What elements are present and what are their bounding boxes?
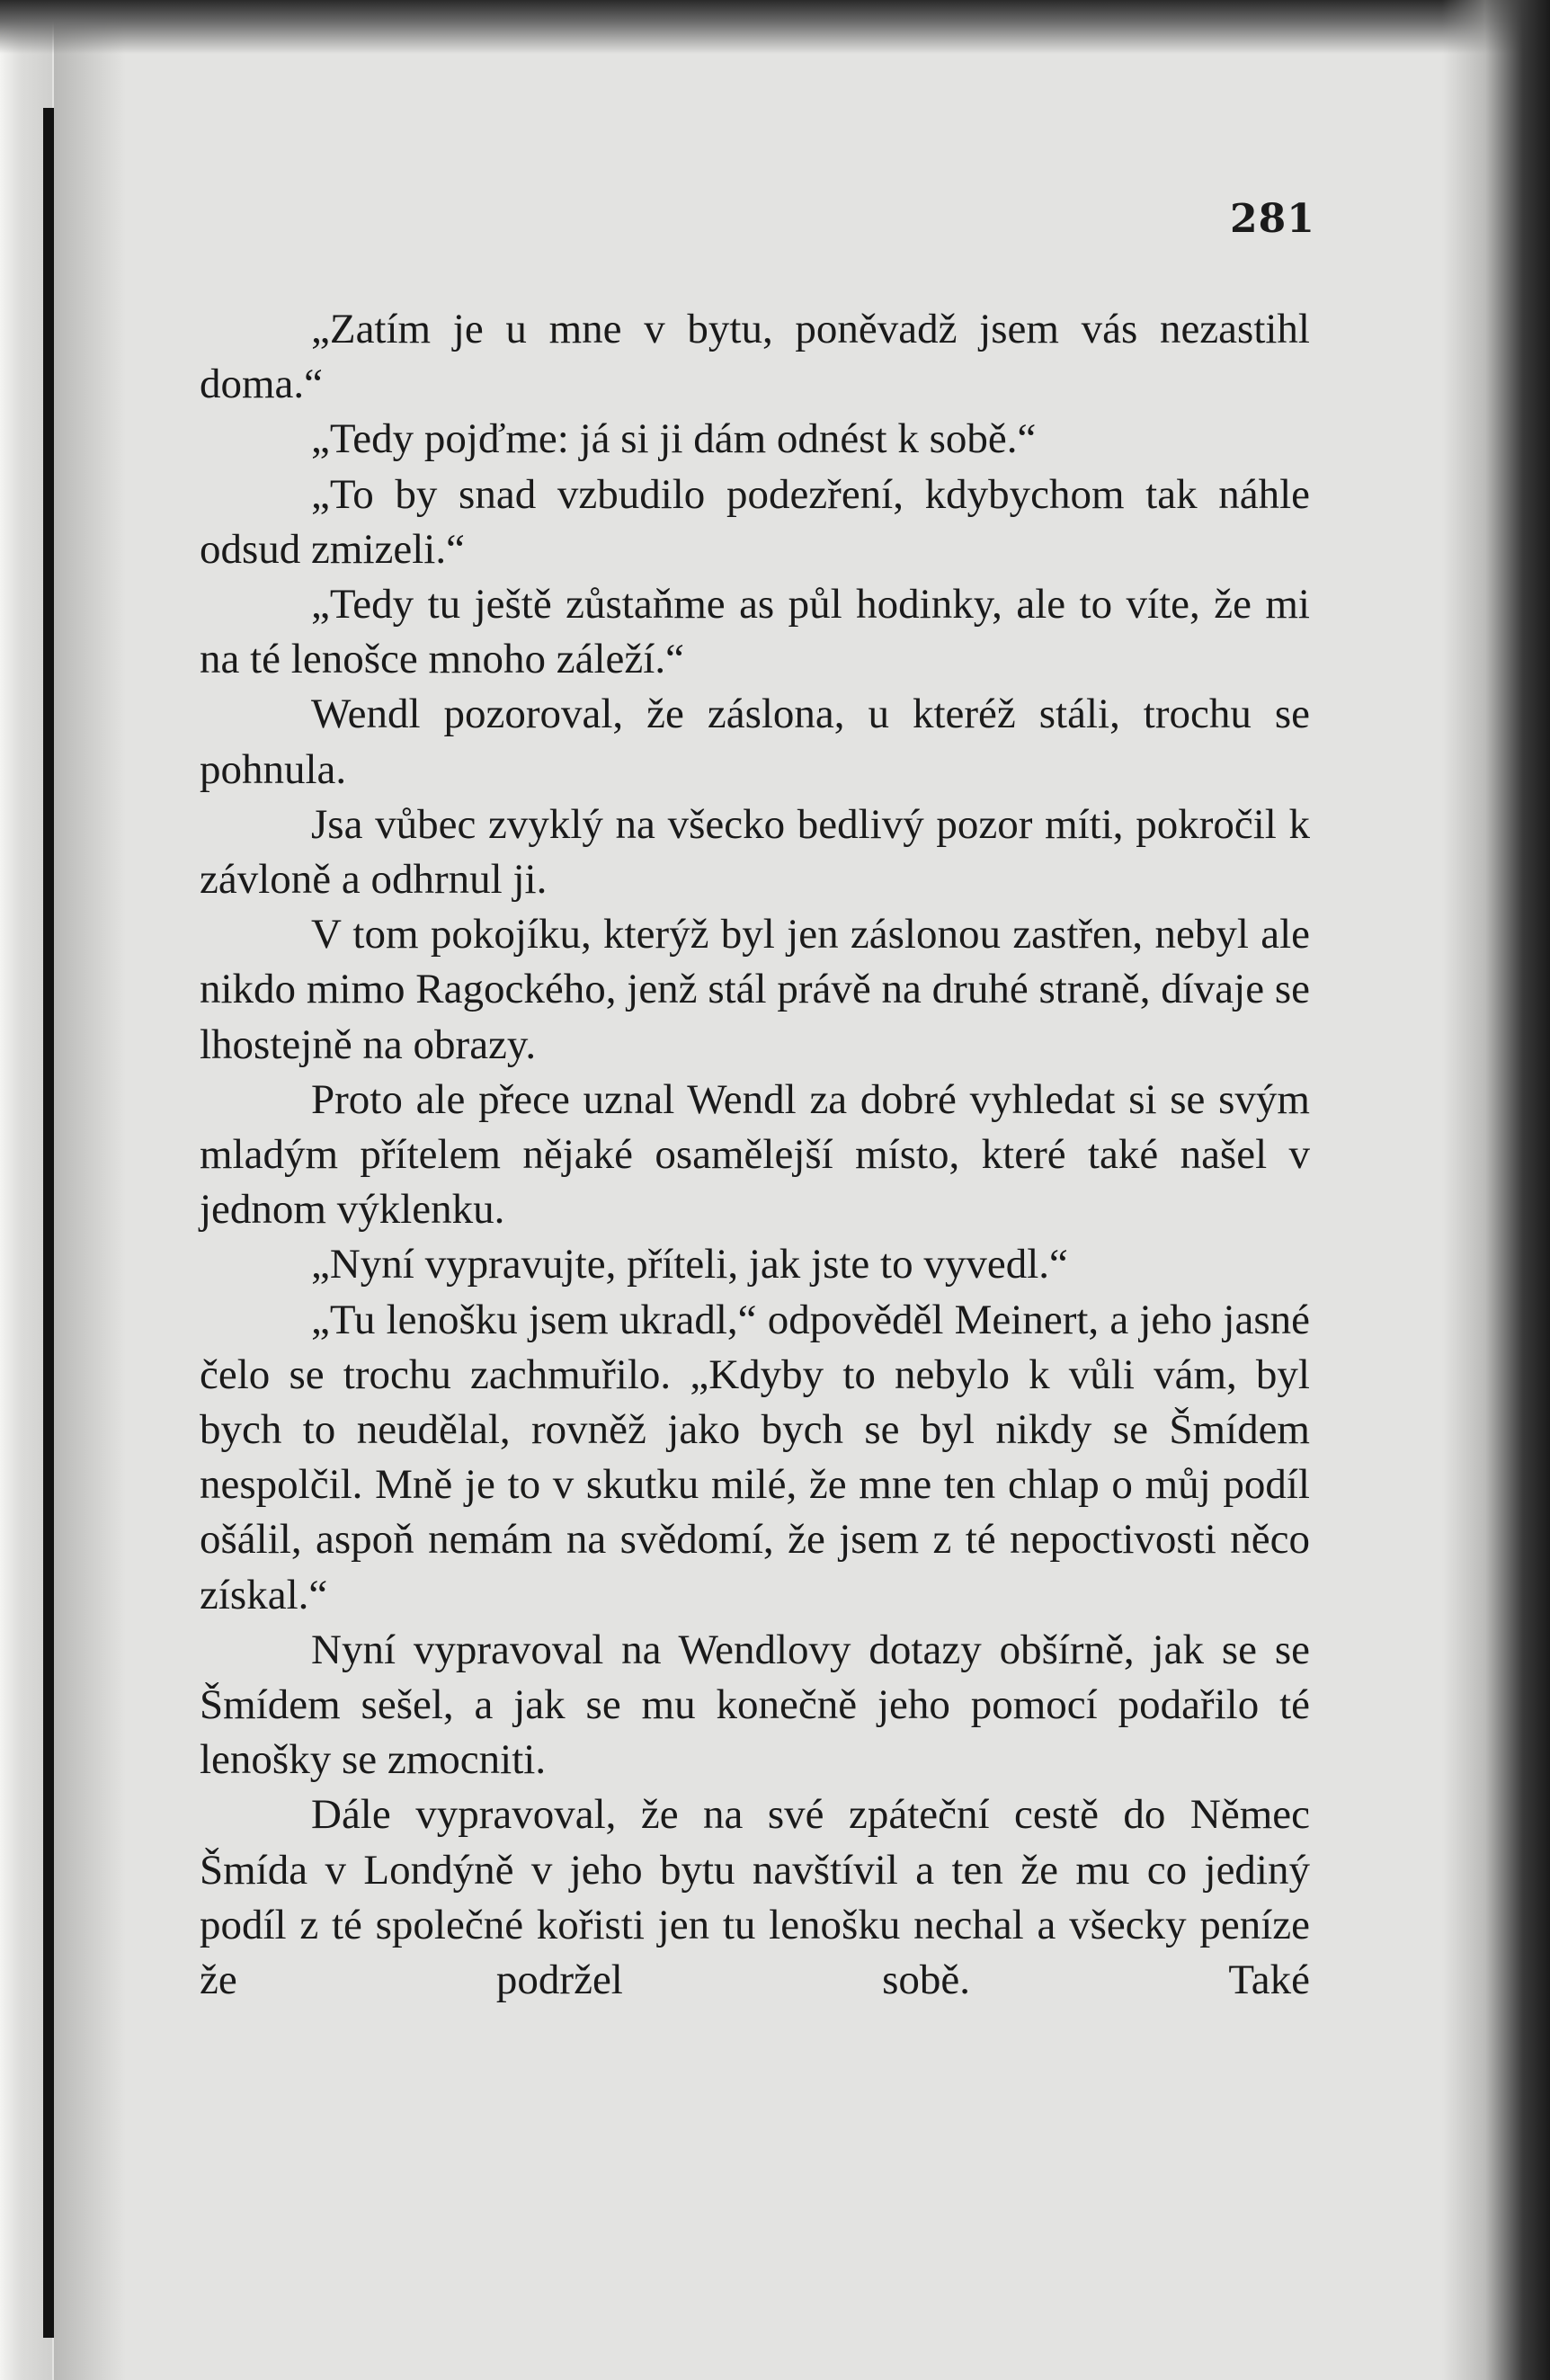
paragraph: Nyní vypravoval na Wendlovy dotazy obšírně, jak se se Šmídem sešel, a jak se mu konečně jeho pomocí podařilo té lenošky se zmocniti.: [200, 1626, 1310, 1784]
paragraph: „Zatím je u mne v bytu, poněvadž jsem vás nezastihl doma.“: [200, 306, 1310, 408]
paragraph: „To by snad vzbudilo podezření, kdybychom tak náhle odsud zmizeli.“: [200, 470, 1310, 573]
paragraph: „Tedy tu ještě zůstaňme as půl hodinky, ale to víte, že mi na té lenošce mnoho záleží.“: [200, 581, 1310, 683]
page-number: 281: [1230, 196, 1315, 242]
body-text: [200, 302, 1310, 2008]
paragraph: „Tu lenošku jsem ukradl,“ odpověděl Meinert, a jeho jasné čelo se trochu zachmuřilo. „Kdyby to nebylo k vůli vám, byl bych to neudělal, rovněž jako bych se byl nikdy se Šmídem nespolčil. Mně je to v skutku milé, že mne ten chlap o můj podíl ošálil, aspoň nemám na svědomí, že jsem z té nepoctivosti něco získal.“: [200, 1296, 1310, 1618]
right-edge-shadow: [1442, 0, 1550, 2380]
top-edge-shadow: [0, 0, 1550, 54]
paragraph: V tom pokojíku, kterýž byl jen záslonou zastřen, nebyl ale nikdo mimo Ragockého, jenž stál právě na druhé straně, dívaje se lhostejně na obrazy.: [200, 911, 1310, 1068]
page-edge-line: [43, 108, 54, 2338]
paragraph: „Tedy pojďme: já si ji dám odnést k sobě.“: [311, 415, 1037, 463]
paragraph: Jsa vůbec zvyklý na všecko bedlivý pozor míti, pokročil k závloně a odhrnul ji.: [200, 800, 1310, 904]
paragraph: „Nyní vypravujte, příteli, jak jste to vyvedl.“: [311, 1241, 1068, 1288]
paragraph: Wendl pozoroval, že záslona, u kteréž stáli, trochu se pohnula.: [200, 691, 1310, 793]
gutter-shadow: [54, 0, 126, 2380]
paragraph: Dále vypravoval, že na své zpáteční cestě do Němec Šmída v Londýně v jeho bytu navštívil a ten že mu co jediný podíl z té společné kořisti jen tu lenošku nechal a všecky peníze že podržel sobě. Také: [200, 1791, 1310, 2004]
paragraph: Proto ale přece uznal Wendl za dobré vyhledat si se svým mladým přítelem nějaké osamělejší místo, které také našel v jednom výklenku.: [200, 1075, 1310, 1234]
